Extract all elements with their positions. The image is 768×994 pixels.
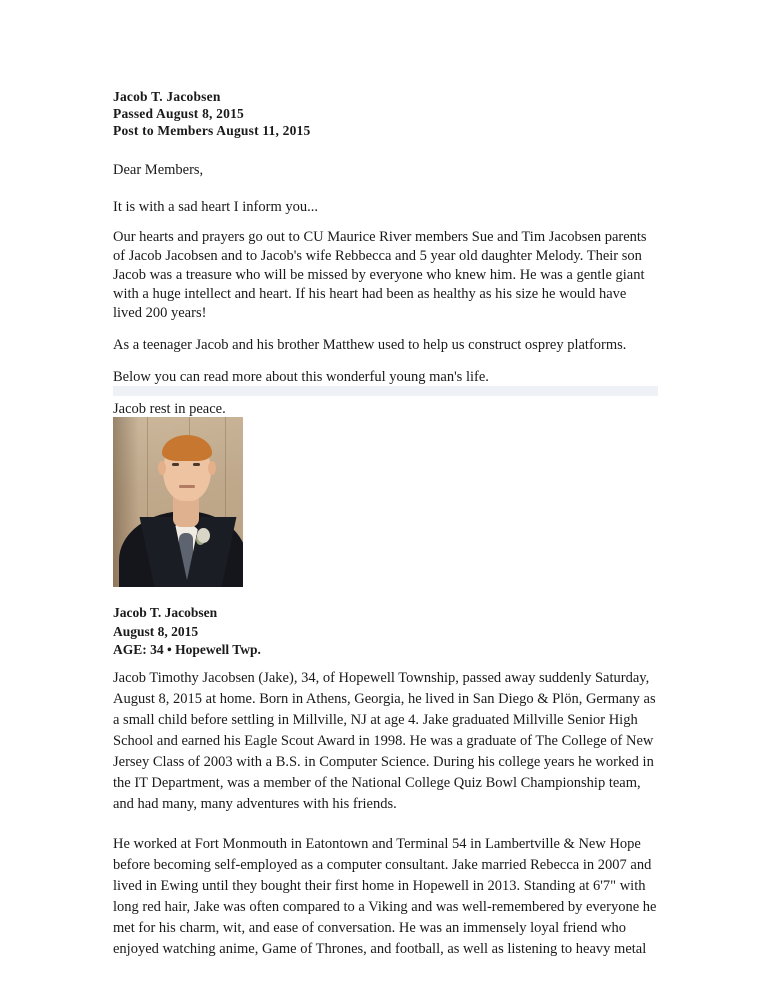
section-divider (113, 386, 658, 396)
photo-ear-left (158, 461, 166, 475)
portrait-photo (113, 417, 243, 587)
passed-date: Passed August 8, 2015 (113, 106, 244, 121)
caption-date: August 8, 2015 (113, 623, 199, 639)
post-date: Post to Members August 11, 2015 (113, 123, 311, 138)
photo-eye-right (193, 463, 200, 466)
photo-hair (162, 435, 212, 461)
photo-boutonniere (197, 528, 210, 543)
memorial-header (113, 88, 658, 139)
caption-age-location: AGE: 34 • Hopewell Twp. (113, 642, 261, 657)
letter-paragraph-4: Below you can read more about this wonderful young man's life. (113, 369, 489, 385)
letter-salutation: Dear Members, (113, 162, 204, 178)
obituary-paragraph-2: He worked at Fort Monmouth in Eatontown and Terminal 54 in Lambertville & New Hope before becoming self-employed as a computer consultant. Jake married Rebecca in 2007 and lived in Ewing until they bought their first home in Hopewell in 2013. Standing at 6'7" with long red hair, Jake was often compared to a Viking and was well-remembered by everyone he met for his charm, wit, and ease of conversation. He was an immensely loyal friend who enjoyed watching anime, Game of Thrones, and football, as well as listening to heavy metal (113, 836, 657, 957)
letter-paragraph-2: Our hearts and prayers go out to CU Maurice River members Sue and Tim Jacobsen parents of Jacob Jacobsen and to Jacob's wife Rebbecca and 5 year old daughter Melody. Their son Jacob was a treasure who will be missed by everyone who knew him. He was a gentle giant with a huge intellect and heart. If his heart had been as healthy as his size he would have lived 200 years! (113, 229, 647, 321)
letter-paragraph-1: It is with a sad heart I inform you... (113, 199, 318, 215)
letter-paragraph-5: Jacob rest in peace. (113, 401, 226, 417)
photo-caption (113, 604, 261, 660)
photo-mouth (179, 485, 195, 488)
caption-name: Jacob T. Jacobsen (113, 605, 218, 620)
portrait-photo-image (113, 417, 243, 587)
obituary-section (113, 668, 661, 979)
deceased-name: Jacob T. Jacobsen (113, 89, 221, 104)
photo-ear-right (208, 461, 216, 475)
obituary-paragraph-1: Jacob Timothy Jacobsen (Jake), 34, of Hopewell Township, passed away suddenly Saturday, August 8, 2015 at home. Born in Athens, Georgia, he lived in San Diego & Plön, Germany as a small child before settling in Millville, NJ at age 4. Jake graduated Millville Senior High School and earned his Eagle Scout Award in 1998. He was a graduate of The College of New Jersey Class of 2003 with a B.S. in Computer Science. During his college years he worked in the IT Department, was a member of the National College Quiz Bowl Championship team, and had many, many adventures with his friends. (113, 670, 656, 812)
letter-paragraph-3: As a teenager Jacob and his brother Matthew used to help us construct osprey platforms. (113, 337, 627, 353)
photo-eye-left (172, 463, 179, 466)
